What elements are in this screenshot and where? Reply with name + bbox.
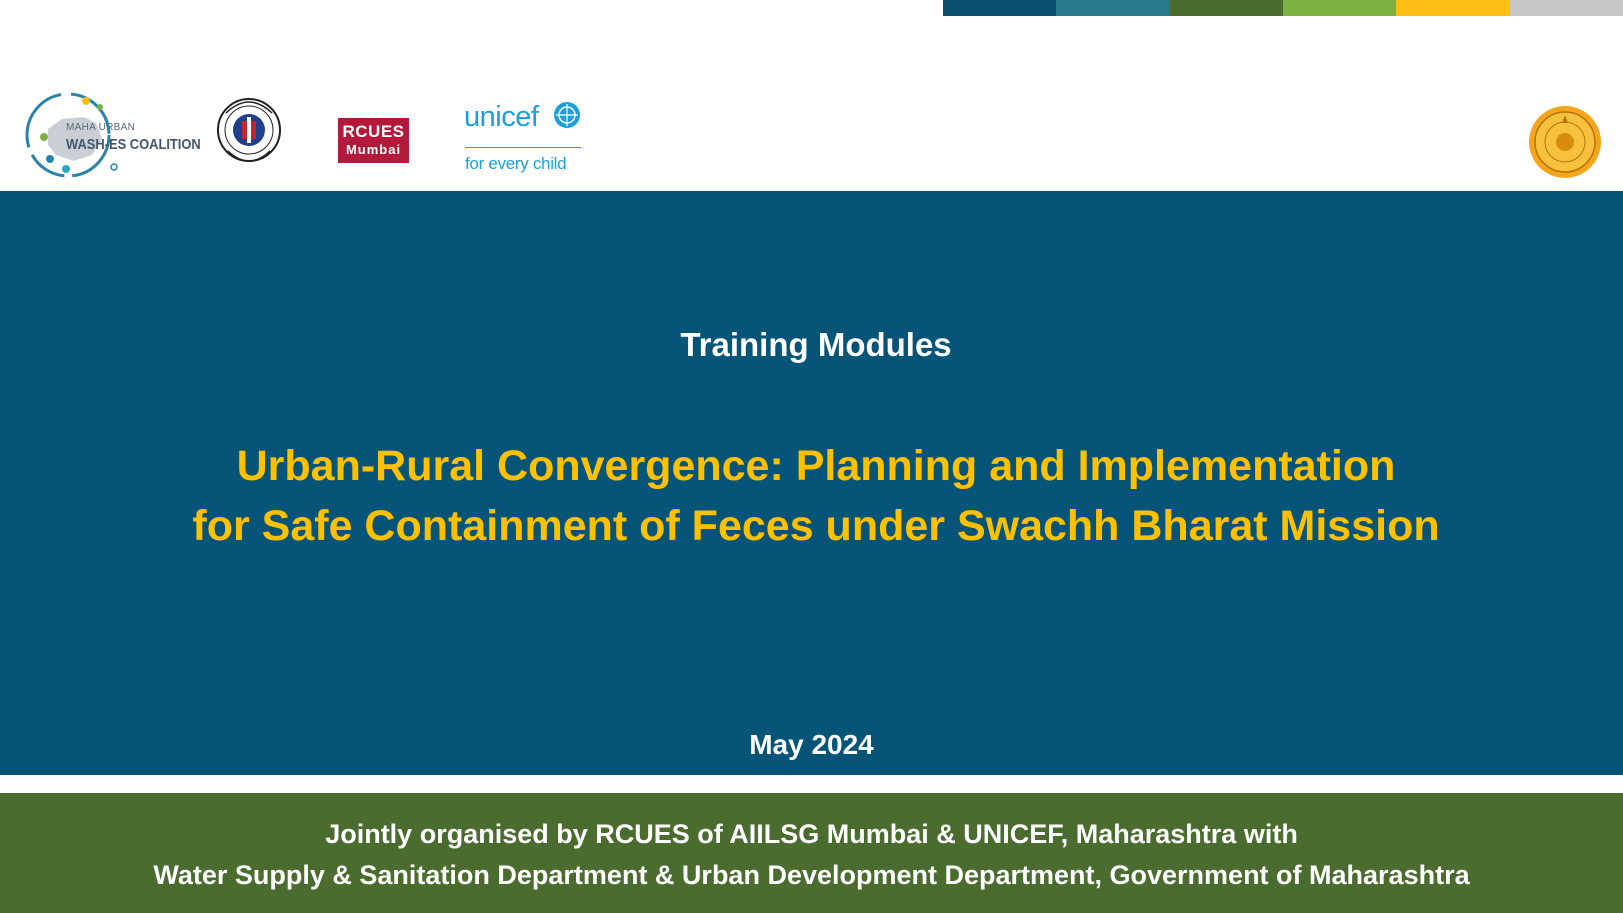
rcues-name: RCUES: [342, 122, 405, 141]
footer-line1: Jointly organised by RCUES of AIILSG Mumbai & UNICEF, Maharashtra with: [325, 819, 1298, 849]
unicef-wordmark: unicef: [464, 101, 539, 133]
unicef-globe-icon: [552, 100, 582, 130]
color-segment: [1283, 0, 1396, 16]
logo-strip: [0, 85, 1623, 185]
slide-title-line1: Urban-Rural Convergence: Planning and Implementation: [236, 442, 1396, 490]
title-panel: [0, 191, 1623, 775]
slide-subtitle: Training Modules: [680, 326, 952, 363]
top-color-bar: [943, 0, 1623, 16]
color-segment: [943, 0, 1056, 16]
unicef-logo: [464, 99, 594, 171]
wash-es-line1: MAHA URBAN: [66, 122, 136, 133]
slide-title: [0, 436, 1623, 556]
unicef-divider: [465, 147, 581, 148]
rcues-city: Mumbai: [345, 142, 402, 157]
footer-banner: [0, 793, 1623, 913]
wash-es-line2: WASH-ES COALITION: [66, 136, 201, 153]
rcues-mumbai-logo: [338, 118, 409, 163]
slide-date: May 2024: [749, 729, 874, 760]
unicef-tagline: for every child: [465, 154, 567, 173]
footer-line2: Water Supply & Sanitation Department & Urban Development Department, Government of Maharashtra: [153, 860, 1470, 890]
color-segment: [1056, 0, 1169, 16]
wash-es-coalition-logo: [22, 89, 201, 181]
slide-title-line2: for Safe Containment of Feces under Swachh Bharat Mission: [192, 502, 1440, 550]
aiilsg-emblem-logo: [214, 91, 284, 169]
color-segment: [1510, 0, 1623, 16]
color-segment: [1396, 0, 1509, 16]
government-seal-icon: [1527, 103, 1603, 181]
color-segment: [1170, 0, 1283, 16]
